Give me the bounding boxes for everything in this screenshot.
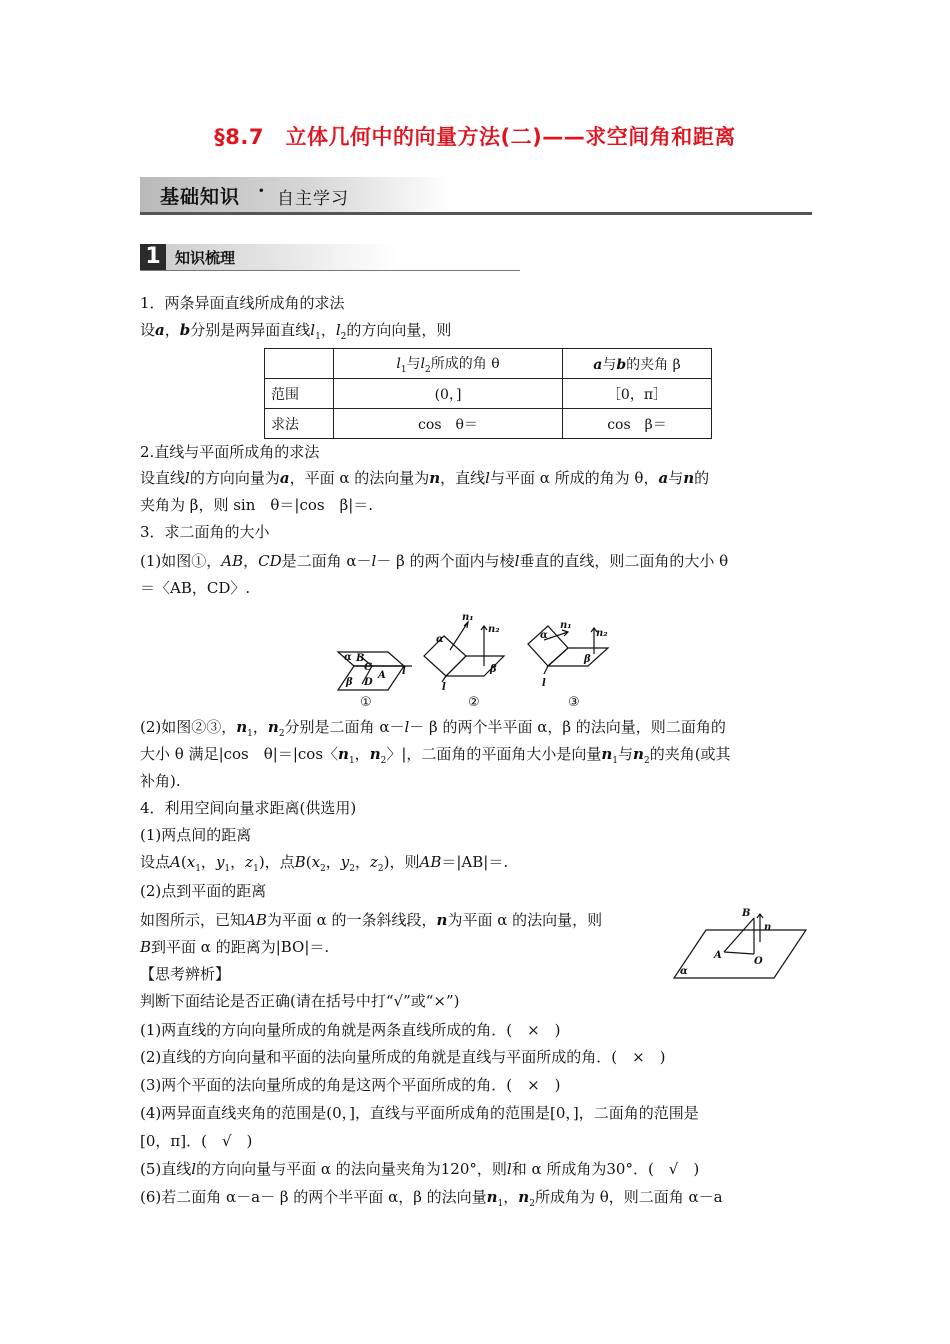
p1-heading: 1．两条异面直线所成角的求法	[140, 294, 345, 312]
p2-heading: 2.直线与平面所成角的求法	[140, 443, 320, 461]
p3-line3: (2)如图②③，$n_1$，$n_2$分别是二面角 α－l－ β 的两个半平面 α，β 的法向量，则二面角的	[140, 718, 726, 739]
table-header-cell: $l_1$与$l_2$所成的角 θ	[334, 349, 563, 379]
fig4-label: n	[764, 922, 772, 933]
think-item-4: (4)两异面直线夹角的范围是(0，]，直线与平面所成角的范围是[0，]，二面角的范围是	[140, 1104, 699, 1122]
think-heading: 【思考辨析】	[140, 965, 231, 983]
page-title: §8.7 立体几何中的向量方法(二)——求空间角和距离	[214, 125, 736, 149]
think-item-5: (5)直线l的方向向量与平面 α 的法向量夹角为120°，则l和 α 所成角为30°．( √ )	[140, 1160, 700, 1178]
fig3-label: l	[542, 678, 546, 689]
p3-line1: (1)如图①，AB，CD是二面角 α－l－ β 的两个面内与棱l垂直的直线，则二面角的大小 θ	[140, 552, 729, 570]
fig3-label: β	[584, 654, 591, 665]
table-header-cell: a与b的夹角 β	[563, 349, 712, 379]
angle-table	[264, 348, 712, 439]
think-item-2: (2)直线的方向向量和平面的法向量所成的角就是直线与平面所成的角．( × )	[140, 1048, 666, 1066]
p3-line2: ＝〈AB，CD〉.	[140, 579, 251, 597]
fig-caption-2: ②	[468, 695, 480, 710]
fig2-label: n₂	[488, 624, 500, 635]
section-subtitle: 自主学习	[277, 189, 349, 209]
fig2-label: α	[436, 634, 444, 645]
fig1-label: α	[344, 652, 352, 663]
think-item-6: (6)若二面角 α－a－ β 的两个半平面 α，β 的法向量$n_1$，$n_2$所成角为 θ，则二面角 α－a	[140, 1188, 723, 1209]
fig2-vector-n1	[450, 622, 468, 650]
p4-line1: 设点$A(x_1$，$y_1$，$z_1$)，点$B(x_2$，$y_2$，$z_2$)，则AB＝|AB|＝.	[140, 853, 509, 874]
table-cell	[265, 349, 334, 379]
subsection-label: 知识梳理	[175, 249, 236, 267]
fig4-label: α	[680, 966, 688, 977]
fig1-label: l	[402, 666, 406, 677]
table-cell: cos β＝	[563, 409, 712, 439]
table-cell: 范围	[265, 379, 334, 409]
p3-line5: 补角).	[140, 772, 181, 790]
fig2-label: n₁	[462, 612, 474, 623]
fig1-label: B	[356, 653, 365, 664]
fig2-label: β	[490, 664, 497, 675]
section-title: 基础知识	[160, 186, 241, 208]
p4-heading: 4．利用空间向量求距离(供选用)	[140, 799, 357, 817]
fig4-segment-ao	[724, 952, 754, 954]
fig-caption-3: ③	[568, 695, 580, 710]
think-item-3: (3)两个平面的法向量所成的角是这两个平面所成的角．( × )	[140, 1076, 561, 1094]
fig3-plane-beta	[548, 648, 608, 666]
fig4-label: B	[742, 908, 751, 919]
table-row	[265, 409, 712, 439]
fig2-plane-alpha	[424, 636, 466, 676]
think-intro: 判断下面结论是否正确(请在括号中打“√”或“×”)	[140, 992, 460, 1010]
table-cell: 求法	[265, 409, 334, 439]
subsection-rule	[140, 270, 520, 271]
subsection-label-box	[166, 244, 398, 270]
p3-line4: 大小 θ 满足|cos θ|＝|cos〈$n_1$，$n_2$〉|，二面角的平面角大小是向量$n_1$与$n_2$的夹角(或其	[140, 745, 731, 766]
table-cell: cos θ＝	[334, 409, 563, 439]
fig-caption-1: ①	[360, 695, 372, 710]
fig3-label: n₂	[596, 628, 608, 639]
p1-line: 设a，b分别是两异面直线$l_1$，$l_2$的方向向量，则	[140, 321, 452, 342]
think-item-1: (1)两直线的方向向量所成的角就是两条直线所成的角．( × )	[140, 1021, 561, 1039]
section-banner	[140, 177, 812, 215]
section-rule	[140, 212, 812, 215]
fig3-edge	[544, 666, 548, 674]
subsection-number: 1	[140, 244, 166, 270]
fig1-label: A	[378, 670, 386, 681]
section-dot: ·	[258, 180, 265, 202]
p4-line2: 如图所示，已知AB为平面 α 的一条斜线段，n为平面 α 的法向量，则	[140, 911, 603, 929]
fig4-label: O	[754, 956, 763, 967]
fig4-label: A	[714, 950, 722, 961]
fig3-label: α	[540, 630, 548, 641]
table-cell: ［0，π］	[563, 379, 712, 409]
table-cell: (0，]	[334, 379, 563, 409]
table-row	[265, 349, 712, 379]
fig4-plane	[674, 930, 806, 978]
subsection-banner	[140, 244, 520, 271]
fig4-segment-ab	[724, 918, 754, 952]
fig1-label: C	[364, 662, 372, 673]
table-row	[265, 379, 712, 409]
fig2-label: l	[442, 682, 446, 693]
fig1-label: D	[364, 677, 373, 688]
distance-figure	[672, 902, 812, 984]
fig3-label: n₁	[560, 620, 572, 631]
think-item-4-cont: [0，π]．( √ )	[140, 1132, 253, 1150]
p4-sub2: (2)点到平面的距离	[140, 882, 267, 900]
fig3-plane-alpha	[528, 626, 568, 666]
p4-line3: B到平面 α 的距离为|BO|＝.	[140, 938, 330, 956]
fig1-label: β	[346, 677, 353, 688]
p2-line2: 夹角为 β，则 sin θ＝|cos β|＝.	[140, 496, 374, 514]
p4-sub1: (1)两点间的距离	[140, 826, 252, 844]
dihedral-figures	[332, 604, 622, 710]
p3-heading: 3．求二面角的大小	[140, 523, 270, 541]
p2-line1: 设直线l的方向向量为a，平面 α 的法向量为n，直线l与平面 α 所成的角为 θ，a与n的	[140, 469, 710, 487]
